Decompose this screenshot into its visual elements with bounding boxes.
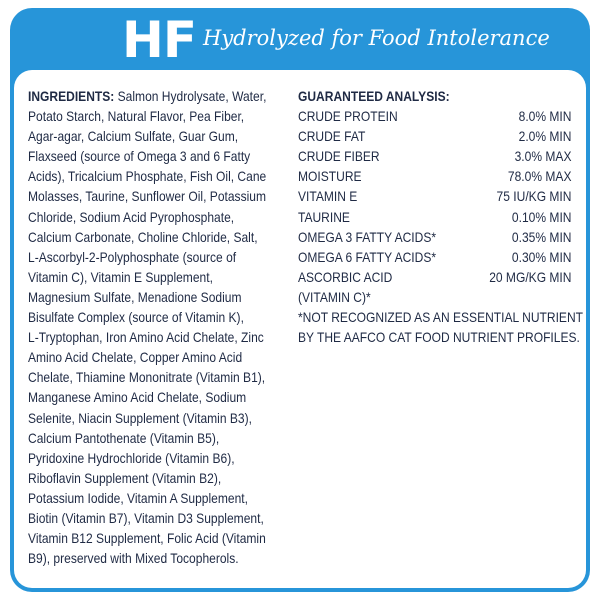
ingredient-line: Manganese Amino Acid Chelate, Sodium [28, 389, 247, 406]
ingredient-line: Flaxseed (source of Omega 3 and 6 Fatty [28, 148, 251, 165]
ingredient-line: Vitamin B12 Supplement, Folic Acid (Vitamin [28, 530, 266, 547]
label-frame [10, 8, 590, 592]
footnote-line: *NOT RECOGNIZED AS AN ESSENTIAL NUTRIENT [298, 309, 584, 326]
analysis-row [298, 247, 571, 267]
ingredient-line [28, 86, 286, 106]
nutrient-name: OMEGA 6 FATTY ACIDS* [298, 248, 437, 265]
ingredient-line: Bisulfate Complex (source of Vitamin K), [28, 309, 244, 326]
ingredient-line: Calcium Carbonate, Choline Chloride, Salt, [28, 228, 258, 245]
ingredient-line: Riboflavin Supplement (Vitamin B2), [28, 469, 222, 486]
analysis-row [298, 166, 571, 186]
analysis-row [298, 126, 571, 146]
ingredient-line: L-Tryptophan, Iron Amino Acid Chelate, Zinc [28, 329, 264, 346]
ingredient-line: Biotin (Vitamin B7), Vitamin D3 Supplement, [28, 509, 264, 526]
guaranteed-analysis-section [298, 86, 584, 347]
nutrient-name: CRUDE FIBER [298, 148, 380, 165]
ingredient-line: Pyridoxine Hydrochloride (Vitamin B6), [28, 449, 235, 466]
ingredient-line: Amino Acid Chelate, Copper Amino Acid [28, 349, 243, 366]
analysis-row [298, 207, 571, 227]
ingredient-line: Calcium Pantothenate (Vitamin B5), [28, 429, 220, 446]
nutrient-value: 0.35% MIN [511, 228, 572, 245]
nutrient-value: 0.30% MIN [511, 248, 572, 265]
ingredient-line: Acids), Tricalcium Phosphate, Fish Oil, Cane [28, 168, 267, 185]
nutrient-name: OMEGA 3 FATTY ACIDS* [298, 228, 437, 245]
nutrient-name: CRUDE PROTEIN [298, 108, 398, 125]
nutrient-name: ASCORBIC ACID [298, 268, 393, 285]
footnote-line: BY THE AAFCO CAT FOOD NUTRIENT PROFILES. [298, 329, 580, 346]
analysis-continuation: (VITAMIN C)* [298, 288, 371, 305]
analysis-row [298, 227, 571, 247]
ingredient-line: Magnesium Sulfate, Menadione Sodium [28, 288, 242, 305]
analysis-row [298, 186, 571, 206]
ingredients-section [28, 86, 286, 568]
nutrient-name: TAURINE [298, 208, 350, 225]
nutrient-name: MOISTURE [298, 168, 362, 185]
ingredient-line: Selenite, Niacin Supplement (Vitamin B3), [28, 409, 252, 426]
formula-subtitle: Hydrolyzed for Food Intolerance [203, 26, 550, 50]
ingredient-line: Vitamin C), Vitamin E Supplement, [28, 268, 213, 285]
ingredients-label: INGREDIENTS: [28, 88, 115, 104]
analysis-row [298, 106, 571, 126]
nutrient-value: 78.0% MAX [507, 168, 572, 185]
ingredient-line: Molasses, Taurine, Sunflower Oil, Potassium [28, 188, 267, 205]
ingredient-line: Agar-agar, Calcium Sulfate, Guar Gum, [28, 128, 239, 145]
info-panel [14, 70, 586, 588]
analysis-title: GUARANTEED ANALYSIS: [298, 88, 450, 104]
formula-code: HF [122, 11, 197, 69]
analysis-row [298, 146, 571, 166]
analysis-row [298, 267, 571, 287]
ingredient-text: Salmon Hydrolysate, Water, [117, 88, 267, 104]
header [10, 8, 590, 70]
nutrient-name: VITAMIN E [298, 188, 358, 205]
nutrient-value: 3.0% MAX [514, 148, 572, 165]
ingredient-line: Chloride, Sodium Acid Pyrophosphate, [28, 208, 235, 225]
nutrient-value: 20 MG/KG MIN [489, 268, 572, 285]
ingredient-line: Chelate, Thiamine Mononitrate (Vitamin B1), [28, 369, 266, 386]
ingredient-line: Potato Starch, Natural Flavor, Pea Fiber, [28, 108, 245, 125]
ingredient-line: B9), preserved with Mixed Tocopherols. [28, 550, 239, 567]
nutrient-name: CRUDE FAT [298, 128, 366, 145]
nutrient-value: 8.0% MIN [518, 108, 572, 125]
nutrient-value: 75 IU/KG MIN [496, 188, 572, 205]
ingredient-line: L-Ascorbyl-2-Polyphosphate (source of [28, 248, 237, 265]
nutrient-value: 0.10% MIN [511, 208, 572, 225]
nutrient-value: 2.0% MIN [518, 128, 572, 145]
ingredient-line: Potassium Iodide, Vitamin A Supplement, [28, 489, 248, 506]
